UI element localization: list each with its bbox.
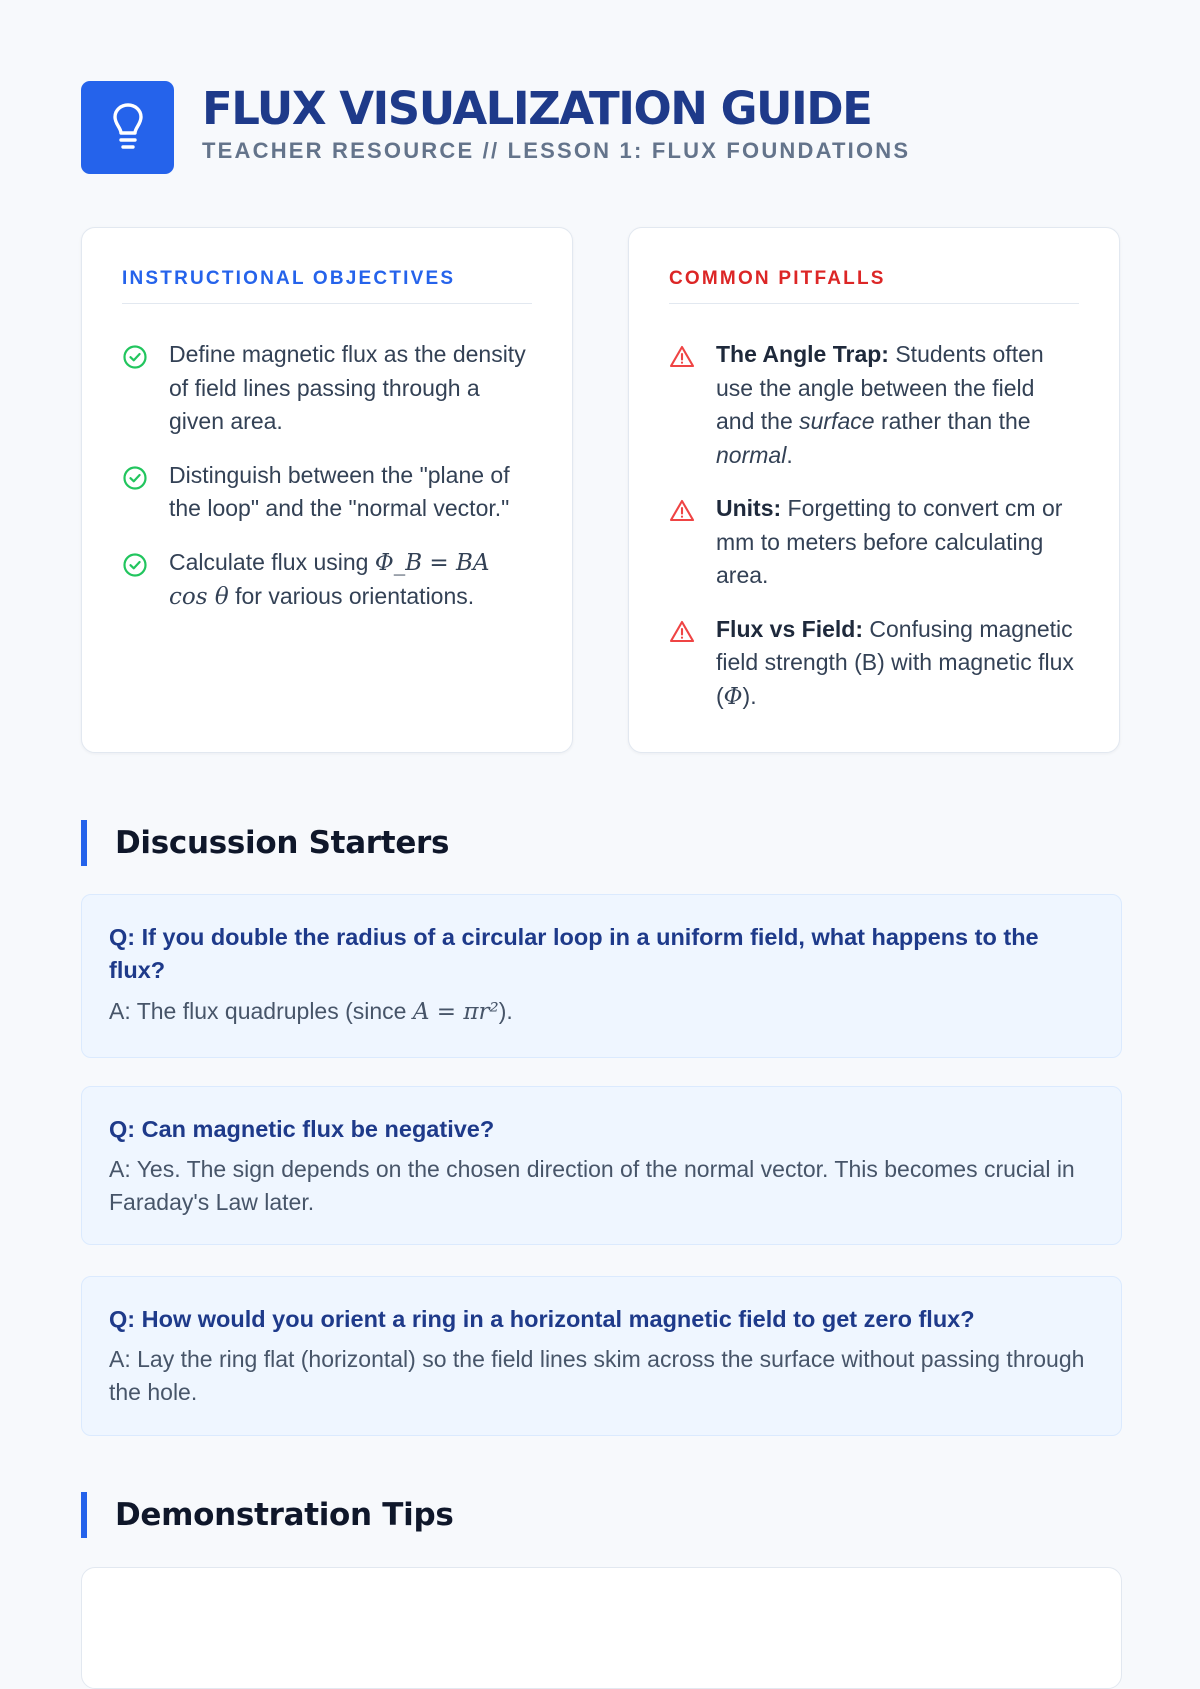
list-item <box>122 338 532 439</box>
answer-text <box>109 995 1099 1029</box>
answer-text: A: Lay the ring flat (horizontal) so the field lines skim across the surface without passing through the hole. <box>109 1346 1085 1405</box>
qa-card <box>81 1086 1122 1245</box>
pitfall-body: Confusing magnetic field strength (B) with magnetic flux ( <box>716 615 1074 709</box>
demonstration-heading: Demonstration Tips <box>81 1492 454 1538</box>
objectives-list <box>122 338 532 635</box>
lightbulb-icon <box>81 81 174 174</box>
pitfall-text <box>716 492 1076 593</box>
page-title: FLUX VISUALIZATION GUIDE <box>202 82 872 135</box>
answer-after: ). <box>498 998 513 1024</box>
pitfall-body: rather than the <box>874 408 1031 434</box>
pitfall-body: Forgetting to convert cm or mm to meters before calculating area. <box>716 495 1063 588</box>
pitfalls-card <box>628 227 1120 753</box>
check-circle-icon <box>122 465 148 491</box>
question-text: Q: Can magnetic flux be negative? <box>109 1116 495 1142</box>
objective-text-after: for various orientations. <box>228 583 475 609</box>
pitfall-label: Flux vs Field: <box>716 615 863 642</box>
warning-triangle-icon <box>669 344 695 370</box>
question-text: Q: If you double the radius of a circular loop in a uniform field, what happens to the flux? <box>109 924 1039 983</box>
objectives-title: INSTRUCTIONAL OBJECTIVES <box>122 268 532 304</box>
objective-text <box>169 546 529 615</box>
warning-triangle-icon <box>669 498 695 524</box>
teacher-resource-page <box>81 80 1120 1533</box>
pitfall-emphasis: surface <box>799 408 875 434</box>
pitfalls-title: COMMON PITFALLS <box>669 268 1079 304</box>
qa-card <box>81 894 1122 1058</box>
pitfall-text <box>716 338 1076 472</box>
pitfall-label: The Angle Trap: <box>716 341 889 367</box>
warning-triangle-icon <box>669 619 695 645</box>
demonstration-card <box>81 1567 1122 1689</box>
list-item <box>122 459 532 526</box>
check-circle-icon <box>122 552 148 578</box>
question-text: Q: How would you orient a ring in a horizontal magnetic field to get zero flux? <box>109 1306 975 1332</box>
area-formula: A = πr² <box>412 999 499 1025</box>
pitfall-label: Units: <box>716 495 782 521</box>
phi-symbol: Φ <box>723 683 743 710</box>
answer-before: A: The flux quadruples (since <box>109 998 413 1024</box>
objectives-card <box>81 227 573 753</box>
list-item <box>669 613 1079 715</box>
pitfall-text <box>716 613 1076 715</box>
pitfall-body: . <box>786 441 793 468</box>
header-text <box>202 82 911 164</box>
objective-text-before: Calculate flux using <box>169 548 375 575</box>
page-header <box>81 80 1120 174</box>
list-item <box>669 492 1079 593</box>
discussion-heading: Discussion Starters <box>81 820 449 866</box>
answer-text: A: Yes. The sign depends on the chosen direction of the normal vector. This becomes crucial in Faraday's Law later. <box>109 1156 1075 1215</box>
pitfall-body: Students often use the angle between the field and the <box>716 341 1044 434</box>
pitfall-emphasis: normal <box>716 441 787 468</box>
list-item <box>122 546 532 615</box>
flux-formula: Φ_B = BA cos θ <box>169 549 490 610</box>
page-subtitle: TEACHER RESOURCE // LESSON 1: FLUX FOUNDATIONS <box>202 138 911 163</box>
list-item <box>669 338 1079 472</box>
objective-text: Define magnetic flux as the density of field lines passing through a given area. <box>169 341 526 434</box>
objective-text: Distinguish between the "plane of the loop" and the "normal vector." <box>169 461 510 521</box>
pitfalls-list <box>669 338 1079 734</box>
info-cards <box>81 227 1120 753</box>
check-circle-icon <box>122 344 148 370</box>
qa-card <box>81 1276 1122 1436</box>
pitfall-body: ). <box>742 682 757 709</box>
